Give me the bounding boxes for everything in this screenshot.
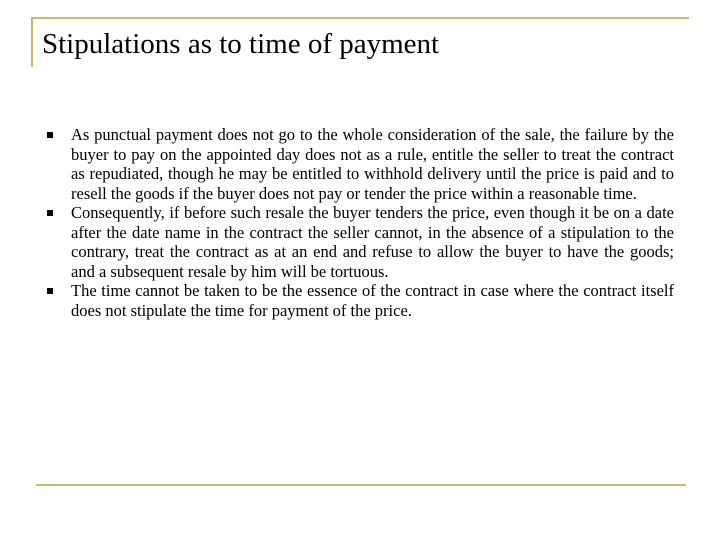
square-bullet-icon [47,210,53,216]
bullet-text: Consequently, if before such resale the buyer tenders the price, even though it be on a date after the date name in the contract the seller cannot, in the absence of a stipulation to the contrary, treat the contract as at an end and refuse to allow the buyer to have the goods; and a subsequent resale by him will be tortuous. [71,203,674,281]
bullet-item [47,125,674,203]
bullet-text: The time cannot be taken to be the essence of the contract in case where the contract itself does not stipulate the time for payment of the price. [71,281,674,320]
slide-title: Stipulations as to time of payment [42,28,440,60]
square-bullet-icon [47,288,53,294]
square-bullet-icon [47,132,53,138]
bullet-text: As punctual payment does not go to the whole consideration of the sale, the failure by the buyer to pay on the appointed day does not as a rule, entitle the seller to treat the contract as repudiated, though he may be entitled to withhold delivery until the price is paid and to resell the goods if the buyer does not pay or tender the price within a reasonable time. [71,125,674,203]
footer-divider [36,484,686,486]
bullet-item [47,203,674,281]
bullet-item [47,281,674,320]
bullet-list [47,125,674,320]
